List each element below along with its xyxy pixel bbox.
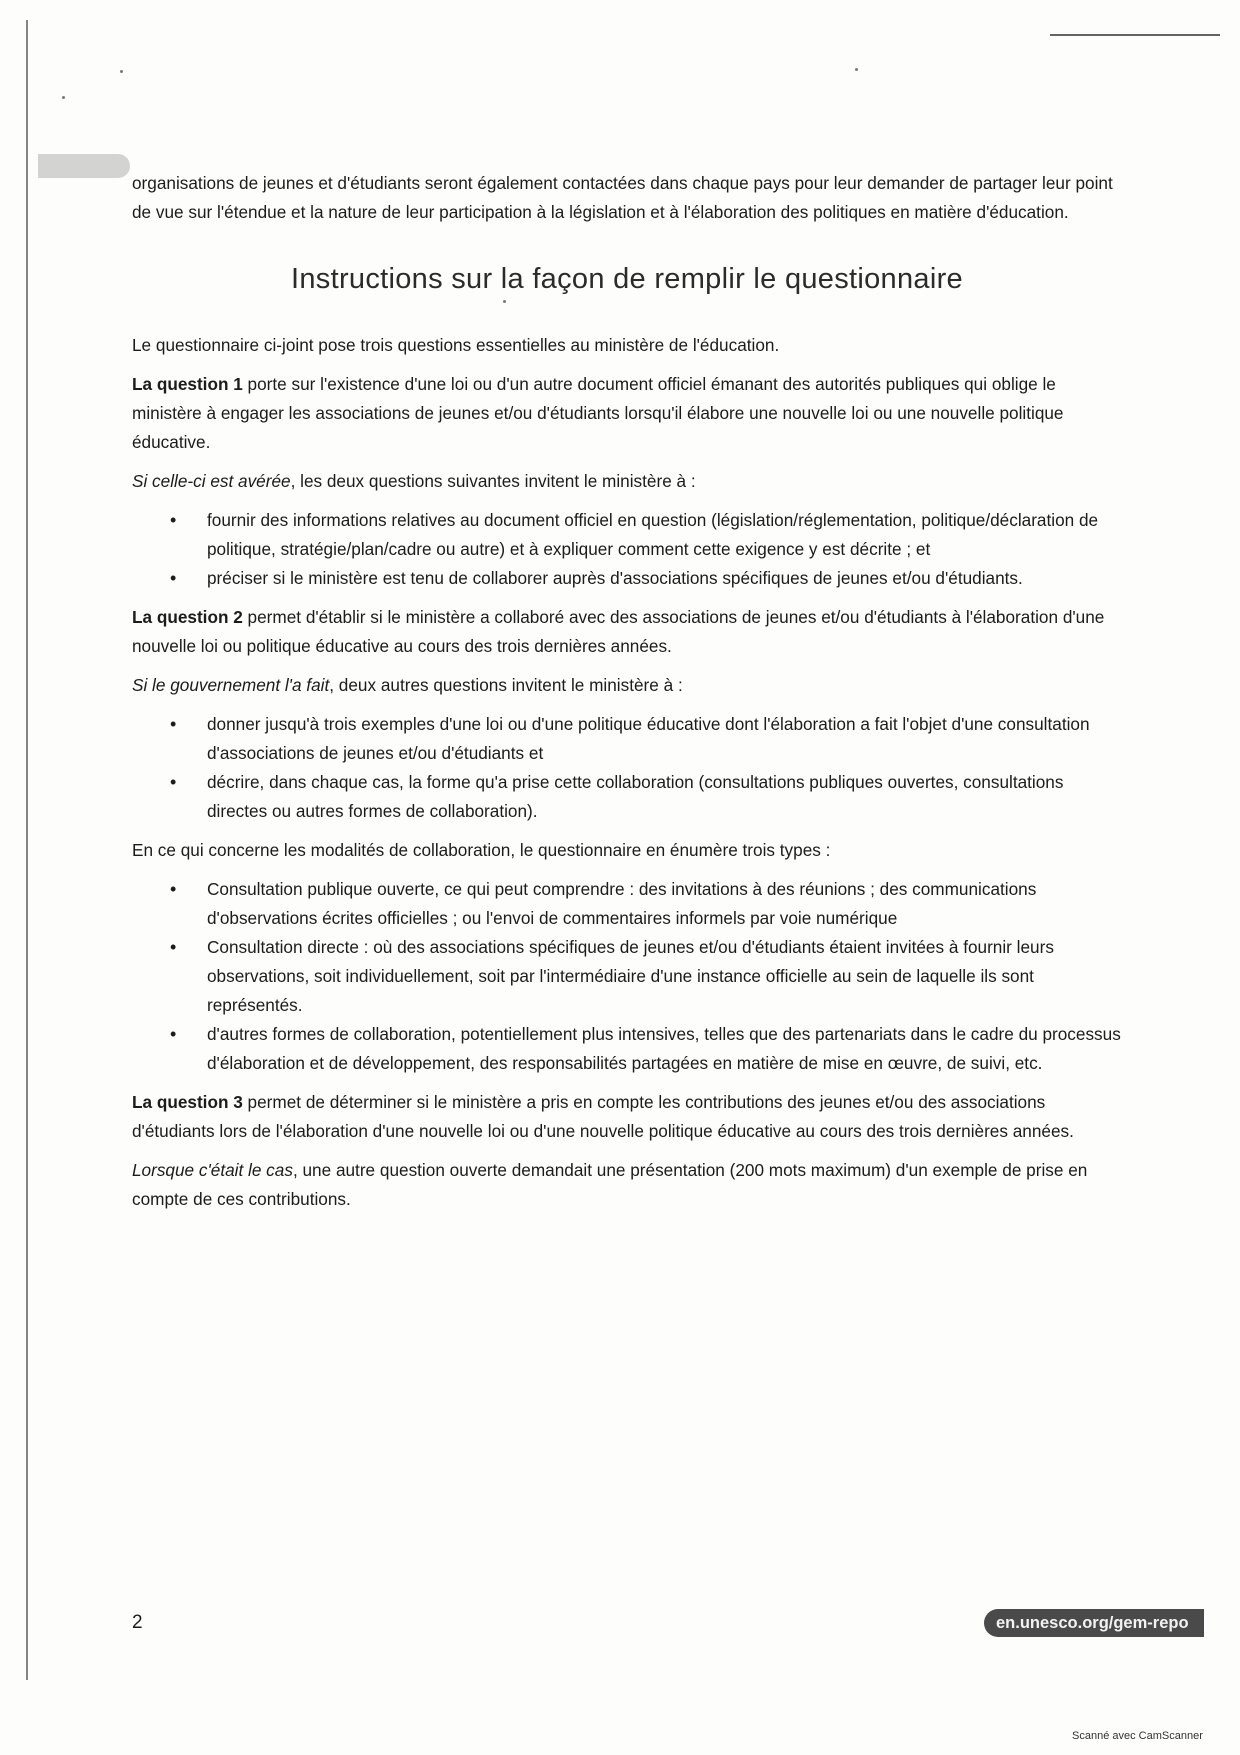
intro-paragraph: organisations de jeunes et d'étudiants seront également contactées dans chaque pays pour leur demander de partager leur point de vue sur l'étendue et la nature de leur participation à la législation et à l'élaboration des politiques en matière d'éducation.: [132, 173, 1113, 222]
condition-1-italic: Si celle-ci est avérée: [132, 471, 291, 491]
paragraph-condition-3: [132, 1156, 1122, 1214]
footer-url-badge: en.unesco.org/gem-repo: [984, 1609, 1204, 1637]
scan-speck: [120, 70, 123, 73]
condition-1-text: , les deux questions suivantes invitent le ministère à :: [290, 471, 696, 491]
list-item: • Consultation publique ouverte, ce qui peut comprendre : des invitations à des réunions ; des communications d'observations écrites officielles ; ou l'envoi de commentaires informels par voie numérique: [132, 875, 1122, 933]
paragraph-question-2: [132, 603, 1122, 661]
document-body: [132, 169, 1122, 1224]
bullet-list-3: [132, 875, 1122, 1078]
scan-speck: [62, 96, 65, 99]
page-edge-line: [26, 20, 28, 1680]
section-heading: Instructions sur la façon de remplir le questionnaire: [291, 263, 963, 295]
scanner-watermark: Scanné avec CamScanner: [1072, 1730, 1203, 1742]
question-1-text: porte sur l'existence d'une loi ou d'un autre document officiel émanant des autorités publiques qui oblige le ministère à engager les associations de jeunes et/ou d'étudiants lorsqu'il élabore une nouvelle loi ou une nouvelle politique éducative.: [132, 374, 1064, 452]
paragraph-condition-2: [132, 671, 1122, 700]
list-item: • préciser si le ministère est tenu de collaborer auprès d'associations spécifiques de jeunes et/ou d'étudiants.: [132, 564, 1122, 593]
condition-2-italic: Si le gouvernement l'a fait: [132, 675, 330, 695]
list-item: • d'autres formes de collaboration, potentiellement plus intensives, telles que des partenariats dans le cadre du processus d'élaboration et de développement, des responsabilités partagées en matière de mise en œuvre, de suivi, etc.: [132, 1020, 1122, 1078]
list-item: • décrire, dans chaque cas, la forme qu'a prise cette collaboration (consultations publiques ouvertes, consultations directes ou autres formes de collaboration).: [132, 768, 1122, 826]
paragraph-overview: Le questionnaire ci-joint pose trois questions essentielles au ministère de l'éducation.: [132, 335, 780, 355]
question-2-text: permet d'établir si le ministère a collaboré avec des associations de jeunes et/ou d'étudiants à l'élaboration d'une nouvelle loi ou politique éducative au cours des trois dernières années.: [132, 607, 1105, 656]
scan-speck: [855, 68, 858, 71]
condition-3-italic: Lorsque c'était le cas: [132, 1160, 293, 1180]
list-item: • fournir des informations relatives au document officiel en question (législation/réglementation, politique/déclaration de politique, stratégie/plan/cadre ou autre) et à expliquer comment cette exigence y est décrite ; et: [132, 506, 1122, 564]
scan-artifact-tab: [38, 154, 130, 178]
condition-2-text: , deux autres questions invitent le ministère à :: [329, 675, 683, 695]
bullet-list-1: [132, 506, 1122, 593]
bullet-list-2: [132, 710, 1122, 826]
page-number: 2: [132, 1612, 143, 1633]
top-rule-line: [1050, 34, 1220, 36]
question-1-label: La question 1: [132, 374, 243, 394]
condition-3-text: , une autre question ouverte demandait une présentation (200 mots maximum) d'un exemple de prise en compte de ces contributions.: [132, 1160, 1088, 1209]
paragraph-modalites: En ce qui concerne les modalités de collaboration, le questionnaire en énumère trois types :: [132, 840, 831, 860]
paragraph-condition-1: [132, 467, 1122, 496]
question-3-text: permet de déterminer si le ministère a pris en compte les contributions des jeunes et/ou des associations d'étudiants lors de l'élaboration d'une nouvelle loi ou d'une nouvelle politique éducative au cours des trois dernières années.: [132, 1092, 1074, 1141]
paragraph-question-3: [132, 1088, 1122, 1146]
paragraph-question-1: [132, 370, 1122, 457]
list-item: • donner jusqu'à trois exemples d'une loi ou d'une politique éducative dont l'élaboration a fait l'objet d'une consultation d'associations de jeunes et/ou d'étudiants et: [132, 710, 1122, 768]
question-3-label: La question 3: [132, 1092, 243, 1112]
question-2-label: La question 2: [132, 607, 243, 627]
list-item: • Consultation directe : où des associations spécifiques de jeunes et/ou d'étudiants étaient invitées à fournir leurs observations, soit individuellement, soit par l'intermédiaire d'une instance officielle au sein de laquelle ils sont représentés.: [132, 933, 1122, 1020]
